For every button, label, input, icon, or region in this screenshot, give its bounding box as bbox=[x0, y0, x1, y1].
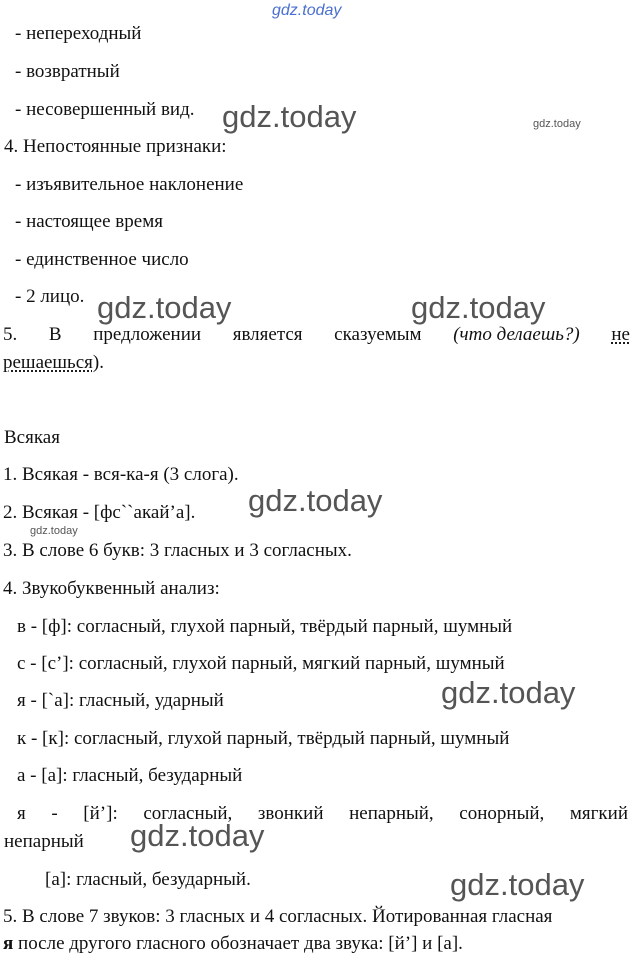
point5-line2 bbox=[3, 353, 104, 372]
sound-analysis-item: я - [`а]: гласный, ударный bbox=[17, 690, 224, 711]
ya2-continuation: непарный bbox=[4, 831, 84, 852]
sound-analysis-item: к - [к]: согласный, глухой парный, твёрдый парный, шумный bbox=[17, 728, 510, 749]
point5-tail: ). bbox=[92, 352, 104, 373]
ya2-word: я bbox=[17, 803, 26, 824]
sound-analysis-item: [а]: гласный, безударный. bbox=[45, 869, 251, 890]
watermark: gdz.today bbox=[97, 290, 232, 325]
point5-word: В bbox=[48, 324, 62, 345]
analysis-line: 3. В слове 6 букв: 3 гласных и 3 согласных. bbox=[3, 540, 352, 561]
point5-word: сказуемым bbox=[334, 324, 422, 345]
conclusion-rest: после другого гласного обозначает два звука: [й’] и [а]. bbox=[13, 933, 463, 954]
ya2-word: сонорный, bbox=[459, 803, 545, 824]
conclusion-line: 5. В слове 7 звуков: 3 гласных и 4 согласных. Йотированная гласная bbox=[3, 906, 553, 927]
analysis-line: 4. Звукобуквенный анализ: bbox=[3, 578, 220, 599]
feature-item: - единственное число bbox=[15, 249, 189, 270]
watermark: gdz.today bbox=[441, 675, 576, 710]
watermark: gdz.today bbox=[130, 818, 265, 853]
iotated-letter: я bbox=[3, 933, 14, 954]
watermark: gdz.today bbox=[222, 99, 357, 134]
point5-line1 bbox=[3, 325, 630, 344]
conclusion-line-2 bbox=[3, 934, 463, 953]
watermark: gdz.today bbox=[411, 290, 546, 325]
word-heading: Всякая bbox=[4, 427, 60, 448]
watermark: gdz.today bbox=[248, 483, 383, 518]
point5-question: (что делаешь?) bbox=[453, 324, 580, 345]
watermark-small: gdz.today bbox=[30, 525, 78, 537]
feature-item: - изъявительное наклонение bbox=[15, 174, 244, 195]
sound-analysis-item: с - [с’]: согласный, глухой парный, мягкий парный, шумный bbox=[17, 653, 505, 674]
watermark-top: gdz.today bbox=[272, 2, 342, 19]
analysis-line: 1. Всякая - вся-ка-я (3 слога). bbox=[3, 464, 239, 485]
ya2-word: [й’]: bbox=[83, 803, 118, 824]
feature-item: - несовершенный вид. bbox=[15, 99, 195, 120]
feature-item: - непереходный bbox=[15, 23, 142, 44]
feature-item: - настоящее время bbox=[15, 211, 163, 232]
feature-item: - 2 лицо. bbox=[15, 286, 85, 307]
sound-analysis-item: а - [а]: гласный, безударный bbox=[17, 765, 243, 786]
point5-word: предложении bbox=[93, 324, 202, 345]
feature-item: - возвратный bbox=[15, 61, 120, 82]
point5-word: является bbox=[232, 324, 303, 345]
ya2-word: согласный, bbox=[143, 803, 233, 824]
watermark-small: gdz.today bbox=[533, 118, 581, 130]
sound-analysis-item: в - [ф]: согласный, глухой парный, твёрдый парный, шумный bbox=[17, 616, 513, 637]
point5-predicate-end: решаешься bbox=[3, 352, 93, 373]
point5-predicate-start: не bbox=[611, 324, 630, 345]
analysis-line: 2. Всякая - [фс``акай’а]. bbox=[3, 502, 196, 523]
point4-title: 4. Непостоянные признаки: bbox=[4, 136, 227, 157]
ya2-word: - bbox=[51, 803, 58, 824]
watermark: gdz.today bbox=[450, 867, 585, 902]
ya2-word: звонкий bbox=[257, 803, 324, 824]
ya2-word: мягкий bbox=[569, 803, 628, 824]
sound-analysis-item-ya2 bbox=[17, 804, 628, 823]
ya2-word: непарный, bbox=[349, 803, 434, 824]
point5-word: 5. bbox=[3, 324, 18, 345]
